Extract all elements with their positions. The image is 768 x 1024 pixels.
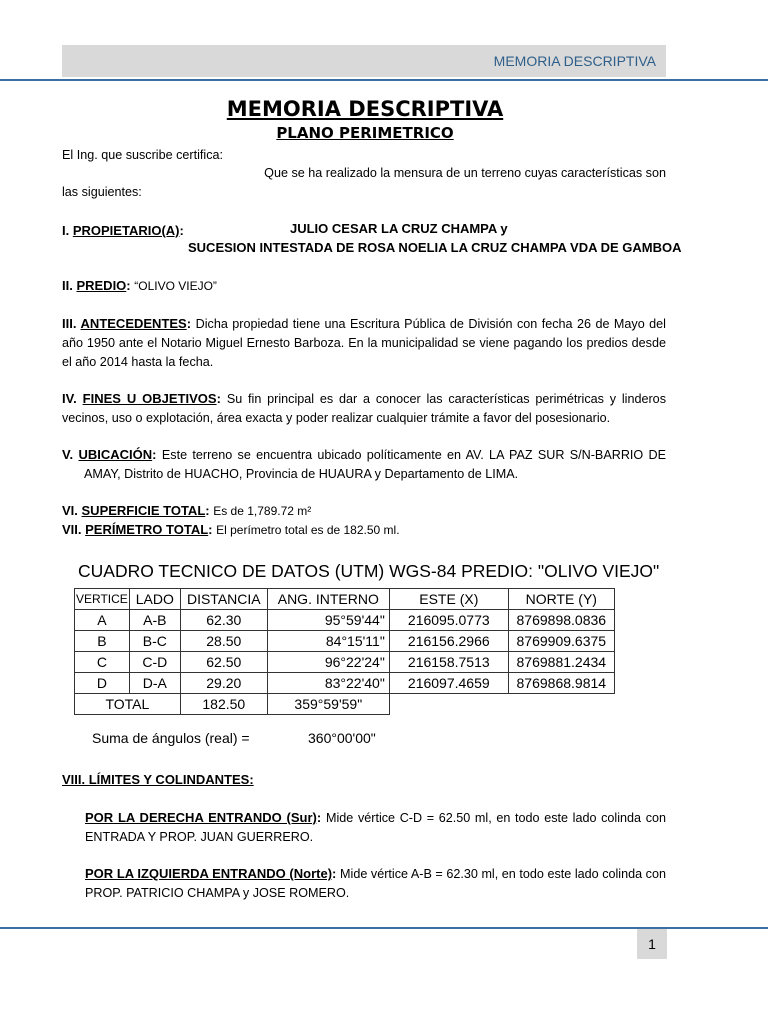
- section-colon: :: [205, 503, 214, 518]
- table-cell: 216097.4659: [389, 673, 508, 694]
- section-colon: :: [216, 391, 227, 406]
- section-superficie: [62, 501, 666, 521]
- header-rule: [0, 79, 768, 81]
- section-perimetro: [62, 520, 666, 540]
- cuadro-title: CUADRO TECNICO DE DATOS (UTM) WGS-84 PREDIO: "OLIVO VIEJO": [78, 561, 660, 581]
- section-colon: :: [208, 522, 217, 537]
- section-number: VII.: [62, 522, 86, 537]
- header-cell: ESTE (X): [389, 589, 508, 610]
- section-colon: :: [152, 447, 162, 462]
- perimetro-value: El perímetro total es de 182.50 ml.: [216, 523, 400, 537]
- section-label: PREDIO: [76, 278, 127, 293]
- table-cell: C: [75, 652, 130, 673]
- table-cell: D-A: [129, 673, 180, 694]
- table-row: [75, 673, 615, 694]
- section-antecedentes: [62, 314, 666, 372]
- table-cell: A: [75, 610, 130, 631]
- section-number: III.: [62, 316, 81, 331]
- izquierda-colon: :: [332, 866, 341, 881]
- section-colon: :: [126, 278, 135, 293]
- limite-derecha: [85, 808, 666, 847]
- table-cell: B: [75, 631, 130, 652]
- derecha-text: Mide vértice C-D = 62.50 ml, en todo este lado colinda con ENTRADA Y PROP. JUAN GUERRERO.: [85, 811, 666, 844]
- intro-line-3: las siguientes:: [62, 185, 142, 199]
- section-number: IV.: [62, 391, 83, 406]
- intro-line-1: El Ing. que suscribe certifica:: [62, 148, 223, 162]
- owner-line-1: JULIO CESAR LA CRUZ CHAMPA y: [290, 221, 508, 236]
- section-label: SUPERFICIE TOTAL: [81, 503, 206, 518]
- table-cell: 28.50: [180, 631, 267, 652]
- table-cell: 216095.0773: [389, 610, 508, 631]
- section-label: ANTECEDENTES: [80, 316, 187, 331]
- owner-line-2: SUCESION INTESTADA DE ROSA NOELIA LA CRUZ CHAMPA VDA DE GAMBOA: [188, 240, 682, 255]
- empty-cell: [389, 694, 508, 715]
- total-angulo: 359°59'59": [267, 694, 389, 715]
- header-title: MEMORIA DESCRIPTIVA: [493, 53, 656, 69]
- page-number: 1: [637, 929, 667, 959]
- derecha-label: POR LA DERECHA ENTRANDO (Sur): [85, 810, 317, 825]
- section-label: PROPIETARIO(A): [72, 223, 180, 238]
- section-ubicacion: [62, 445, 666, 484]
- suma-angulos-label: Suma de ángulos (real) =: [92, 730, 250, 746]
- section-number: VI.: [62, 503, 82, 518]
- intro-line-2: Que se ha realizado la mensura de un terreno cuyas características son: [264, 166, 666, 180]
- table-cell: 8769909.6375: [508, 631, 614, 652]
- fines-text: Su fin principal es dar a conocer las características perimétricas y linderos vecinos, uso o explotación, área exacta y poder realizar cualquier trámite a favor del posesionario.: [62, 392, 666, 425]
- total-distancia: 182.50: [180, 694, 267, 715]
- document-title: MEMORIA DESCRIPTIVA: [226, 97, 504, 121]
- section-number: II.: [62, 278, 77, 293]
- table-cell: 8769881.2434: [508, 652, 614, 673]
- table-cell: D: [75, 673, 130, 694]
- table-total-row: [75, 694, 615, 715]
- superficie-value: Es de 1,789.72 m²: [213, 504, 312, 518]
- header-cell: VERTICE: [75, 589, 130, 610]
- table-cell: 216156.2966: [389, 631, 508, 652]
- table-cell: A-B: [129, 610, 180, 631]
- table-cell: 8769868.9814: [508, 673, 614, 694]
- izquierda-label: POR LA IZQUIERDA ENTRANDO (Norte): [85, 866, 333, 881]
- section-number: I.: [62, 223, 73, 238]
- izquierda-text: Mide vértice A-B = 62.30 ml, en todo este lado colinda con PROP. PATRICIO CHAMPA y JOSE ROMERO.: [85, 867, 666, 900]
- table-row: [75, 631, 615, 652]
- table-cell: C-D: [129, 652, 180, 673]
- table-cell: 95°59'44": [267, 610, 389, 631]
- antecedentes-text: Dicha propiedad tiene una Escritura Pública de División con fecha 26 de Mayo del año 1950 ante el Notario Miguel Ernesto Barboza. En la municipalidad se viene pagando los predios desde el año 2014 hasta la fecha.: [62, 317, 666, 369]
- table-cell: 83°22'40": [267, 673, 389, 694]
- section-number: V.: [62, 447, 79, 462]
- derecha-colon: :: [316, 810, 326, 825]
- section-colon: :: [186, 316, 196, 331]
- table-cell: B-C: [129, 631, 180, 652]
- section-predio: [62, 276, 666, 296]
- table-cell: 62.30: [180, 610, 267, 631]
- header-cell: LADO: [129, 589, 180, 610]
- header-cell: NORTE (Y): [508, 589, 614, 610]
- ubicacion-text: Este terreno se encuentra ubicado políticamente en AV. LA PAZ SUR S/N-BARRIO DE AMAY, Distrito de HUACHO, Provincia de HUAURA y Departamento de LIMA.: [84, 448, 666, 481]
- section-label: FINES U OBJETIVOS: [82, 391, 217, 406]
- table-cell: 8769898.0836: [508, 610, 614, 631]
- section-label: UBICACIÓN: [78, 447, 153, 462]
- table-cell: 96°22'24": [267, 652, 389, 673]
- table-header-row: [75, 589, 615, 610]
- table-row: [75, 610, 615, 631]
- table-cell: 84°15'11": [267, 631, 389, 652]
- total-label: TOTAL: [75, 694, 181, 715]
- table-cell: 29.20: [180, 673, 267, 694]
- limite-izquierda: [85, 864, 666, 903]
- data-table: [74, 588, 615, 715]
- table-cell: 216158.7513: [389, 652, 508, 673]
- table-row: [75, 652, 615, 673]
- header-band: [62, 45, 666, 77]
- header-cell: ANG. INTERNO: [267, 589, 389, 610]
- document-subtitle: PLANO PERIMETRICO: [276, 124, 454, 142]
- header-cell: DISTANCIA: [180, 589, 267, 610]
- predio-value: “OLIVO VIEJO”: [134, 279, 217, 293]
- limites-heading: VIII. LÍMITES Y COLINDANTES:: [62, 772, 254, 787]
- table-cell: 62.50: [180, 652, 267, 673]
- section-label: PERÍMETRO TOTAL: [85, 522, 209, 537]
- suma-angulos-value: 360°00'00": [308, 730, 376, 746]
- section-fines: [62, 389, 666, 428]
- empty-cell: [508, 694, 614, 715]
- section-colon: :: [179, 223, 184, 238]
